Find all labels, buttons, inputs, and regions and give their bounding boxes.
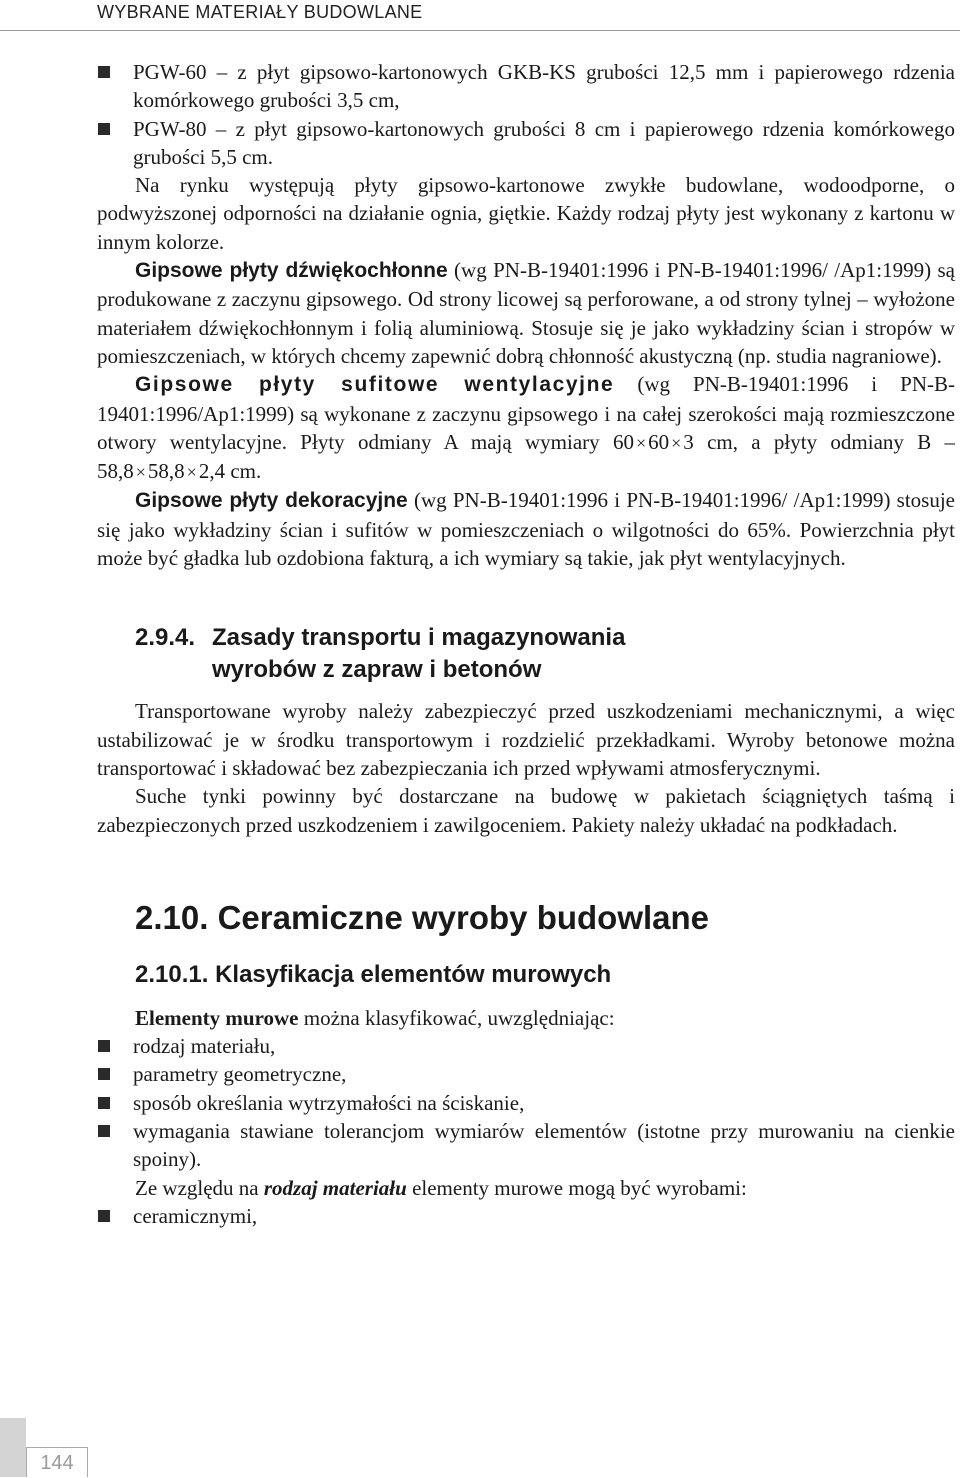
- list-item: rodzaj materiału,: [97, 1032, 955, 1060]
- square-bullet-icon: [98, 1210, 110, 1222]
- paragraph-transport-2: Suche tynki powinny być dostarczane na budowę w pakietach ściągniętych taśmą i zabezpieczonych przed uszkodzeniem i zawilgoceniem. Pakiety należy układać na podkładach.: [97, 784, 955, 837]
- paragraph-ventilation-boards: Gipsowe płyty sufitowe wentylacyjne (wg PN-B-19401:1996 i PN-B-19401:1996/Ap1:1999) są wykonane z zaczynu gipsowego i na całej szerokości mają rozmieszczone otwory wentylacyjne. Płyty odmiany A mają wymiary 60 ×60 ×3 cm, a płyty odmiany B – 58,8 ×58,8 ×2,4 cm.: [97, 372, 956, 484]
- section-heading-2-9-4: [135, 622, 955, 686]
- square-bullet-icon: [98, 1068, 110, 1080]
- term-acoustic-boards: Gipsowe płyty dźwiękochłonne: [135, 259, 448, 283]
- times-sign-icon: ×: [635, 432, 647, 453]
- paragraph-decorative-boards: Gipsowe płyty dekoracyjne (wg PN-B-19401:1996 i PN-B-19401:1996/ /Ap1:1999) stosuje się jako wykładziny ścian i sufitów w pomieszczeniach o wilgotności do 65%. Powierzchnia płyt może być gładka lub ozdobiona fakturą, a ich wymiary są takie, jak płyt wentylacyjnych.: [97, 488, 956, 571]
- section-heading-2-10: 2.10. Ceramiczne wyroby budowlane: [135, 898, 710, 936]
- page-tab-decoration: [0, 1418, 26, 1477]
- paragraph-acoustic-boards: Gipsowe płyty dźwiękochłonne (wg PN-B-19401:1996 i PN-B-19401:1996/ /Ap1:1999) są produkowane z zaczynu gipsowego. Od strony licowej są perforowane, a od strony tylnej – wyłożone materiałem dźwiękochłonnym i folią aluminiową. Stosuje się je jako wykładziny ścian i stropów w pomieszczeniach, w których chcemy zapewnić dobrą chłonność akustyczną (np. studia nagraniowe).: [97, 258, 955, 368]
- list-item: PGW-60 – z płyt gipsowo-kartonowych GKB-KS grubości 12,5 mm i papierowego rdzenia komórkowego grubości 3,5 cm,: [97, 58, 955, 115]
- section-title-line-2: wyrobów z zapraw i betonów: [212, 656, 542, 684]
- square-bullet-icon: [98, 66, 110, 78]
- paragraph-transport-1: Transportowane wyroby należy zabezpieczyć przed uszkodzeniami mechanicznymi, a więc ustabilizować je w środku transportowym i rozdzielić przekładkami. Wyroby betonowe można transportować i składować bez zabezpieczania ich przed wpływami atmosferycznymi.: [97, 699, 955, 780]
- times-sign-icon: ×: [135, 462, 146, 483]
- section-title-line-1: Zasady transportu i magazynowania: [212, 624, 626, 652]
- times-sign-icon: ×: [186, 462, 197, 483]
- square-bullet-icon: [98, 123, 110, 135]
- list-item: sposób określania wytrzymałości na ściskanie,: [97, 1089, 955, 1117]
- list-item: ceramicznymi,: [97, 1202, 955, 1230]
- term-ventilation-boards: Gipsowe płyty sufitowe wentylacyjne: [135, 373, 615, 397]
- page-number: 144: [26, 1447, 88, 1477]
- term-material-type: rodzaj materiału: [263, 1175, 407, 1200]
- term-decorative-boards: Gipsowe płyty dekoracyjne: [135, 489, 408, 513]
- header-rule: [0, 30, 960, 31]
- paragraph-material-type: Ze względu na rodzaj materiału elementy murowe mogą być wyrobami:: [135, 1175, 747, 1200]
- section-number: 2.9.4.: [135, 624, 196, 652]
- section-heading-2-10-1: 2.10.1. Klasyfikacja elementów murowych: [135, 960, 612, 988]
- term-masonry-elements: Elementy murowe: [135, 1005, 299, 1030]
- list-item: parametry geometryczne,: [97, 1060, 955, 1088]
- running-header-title: WYBRANE MATERIAŁY BUDOWLANE: [97, 2, 423, 22]
- square-bullet-icon: [98, 1125, 110, 1137]
- list-item: wymagania stawiane tolerancjom wymiarów elementów (istotne przy murowaniu na cienkie spoiny).: [97, 1117, 955, 1174]
- square-bullet-icon: [98, 1097, 110, 1109]
- paragraph-classification: Elementy murowe można klasyfikować, uwzględniając:: [135, 1005, 615, 1030]
- square-bullet-icon: [98, 1040, 110, 1052]
- times-sign-icon: ×: [671, 432, 682, 453]
- page-content: [97, 58, 955, 1230]
- paragraph-market: Na rynku występują płyty gipsowo-kartonowe zwykłe budowlane, wodoodporne, o podwyższonej odporności na działanie ognia, giętkie. Każdy rodzaj płyty jest wykonany z kartonu w innym kolorze.: [97, 173, 955, 254]
- page-header: [0, 0, 960, 30]
- list-item: PGW-80 – z płyt gipsowo-kartonowych grubości 8 cm i papierowego rdzenia komórkowego grubości 5,5 cm.: [97, 115, 955, 172]
